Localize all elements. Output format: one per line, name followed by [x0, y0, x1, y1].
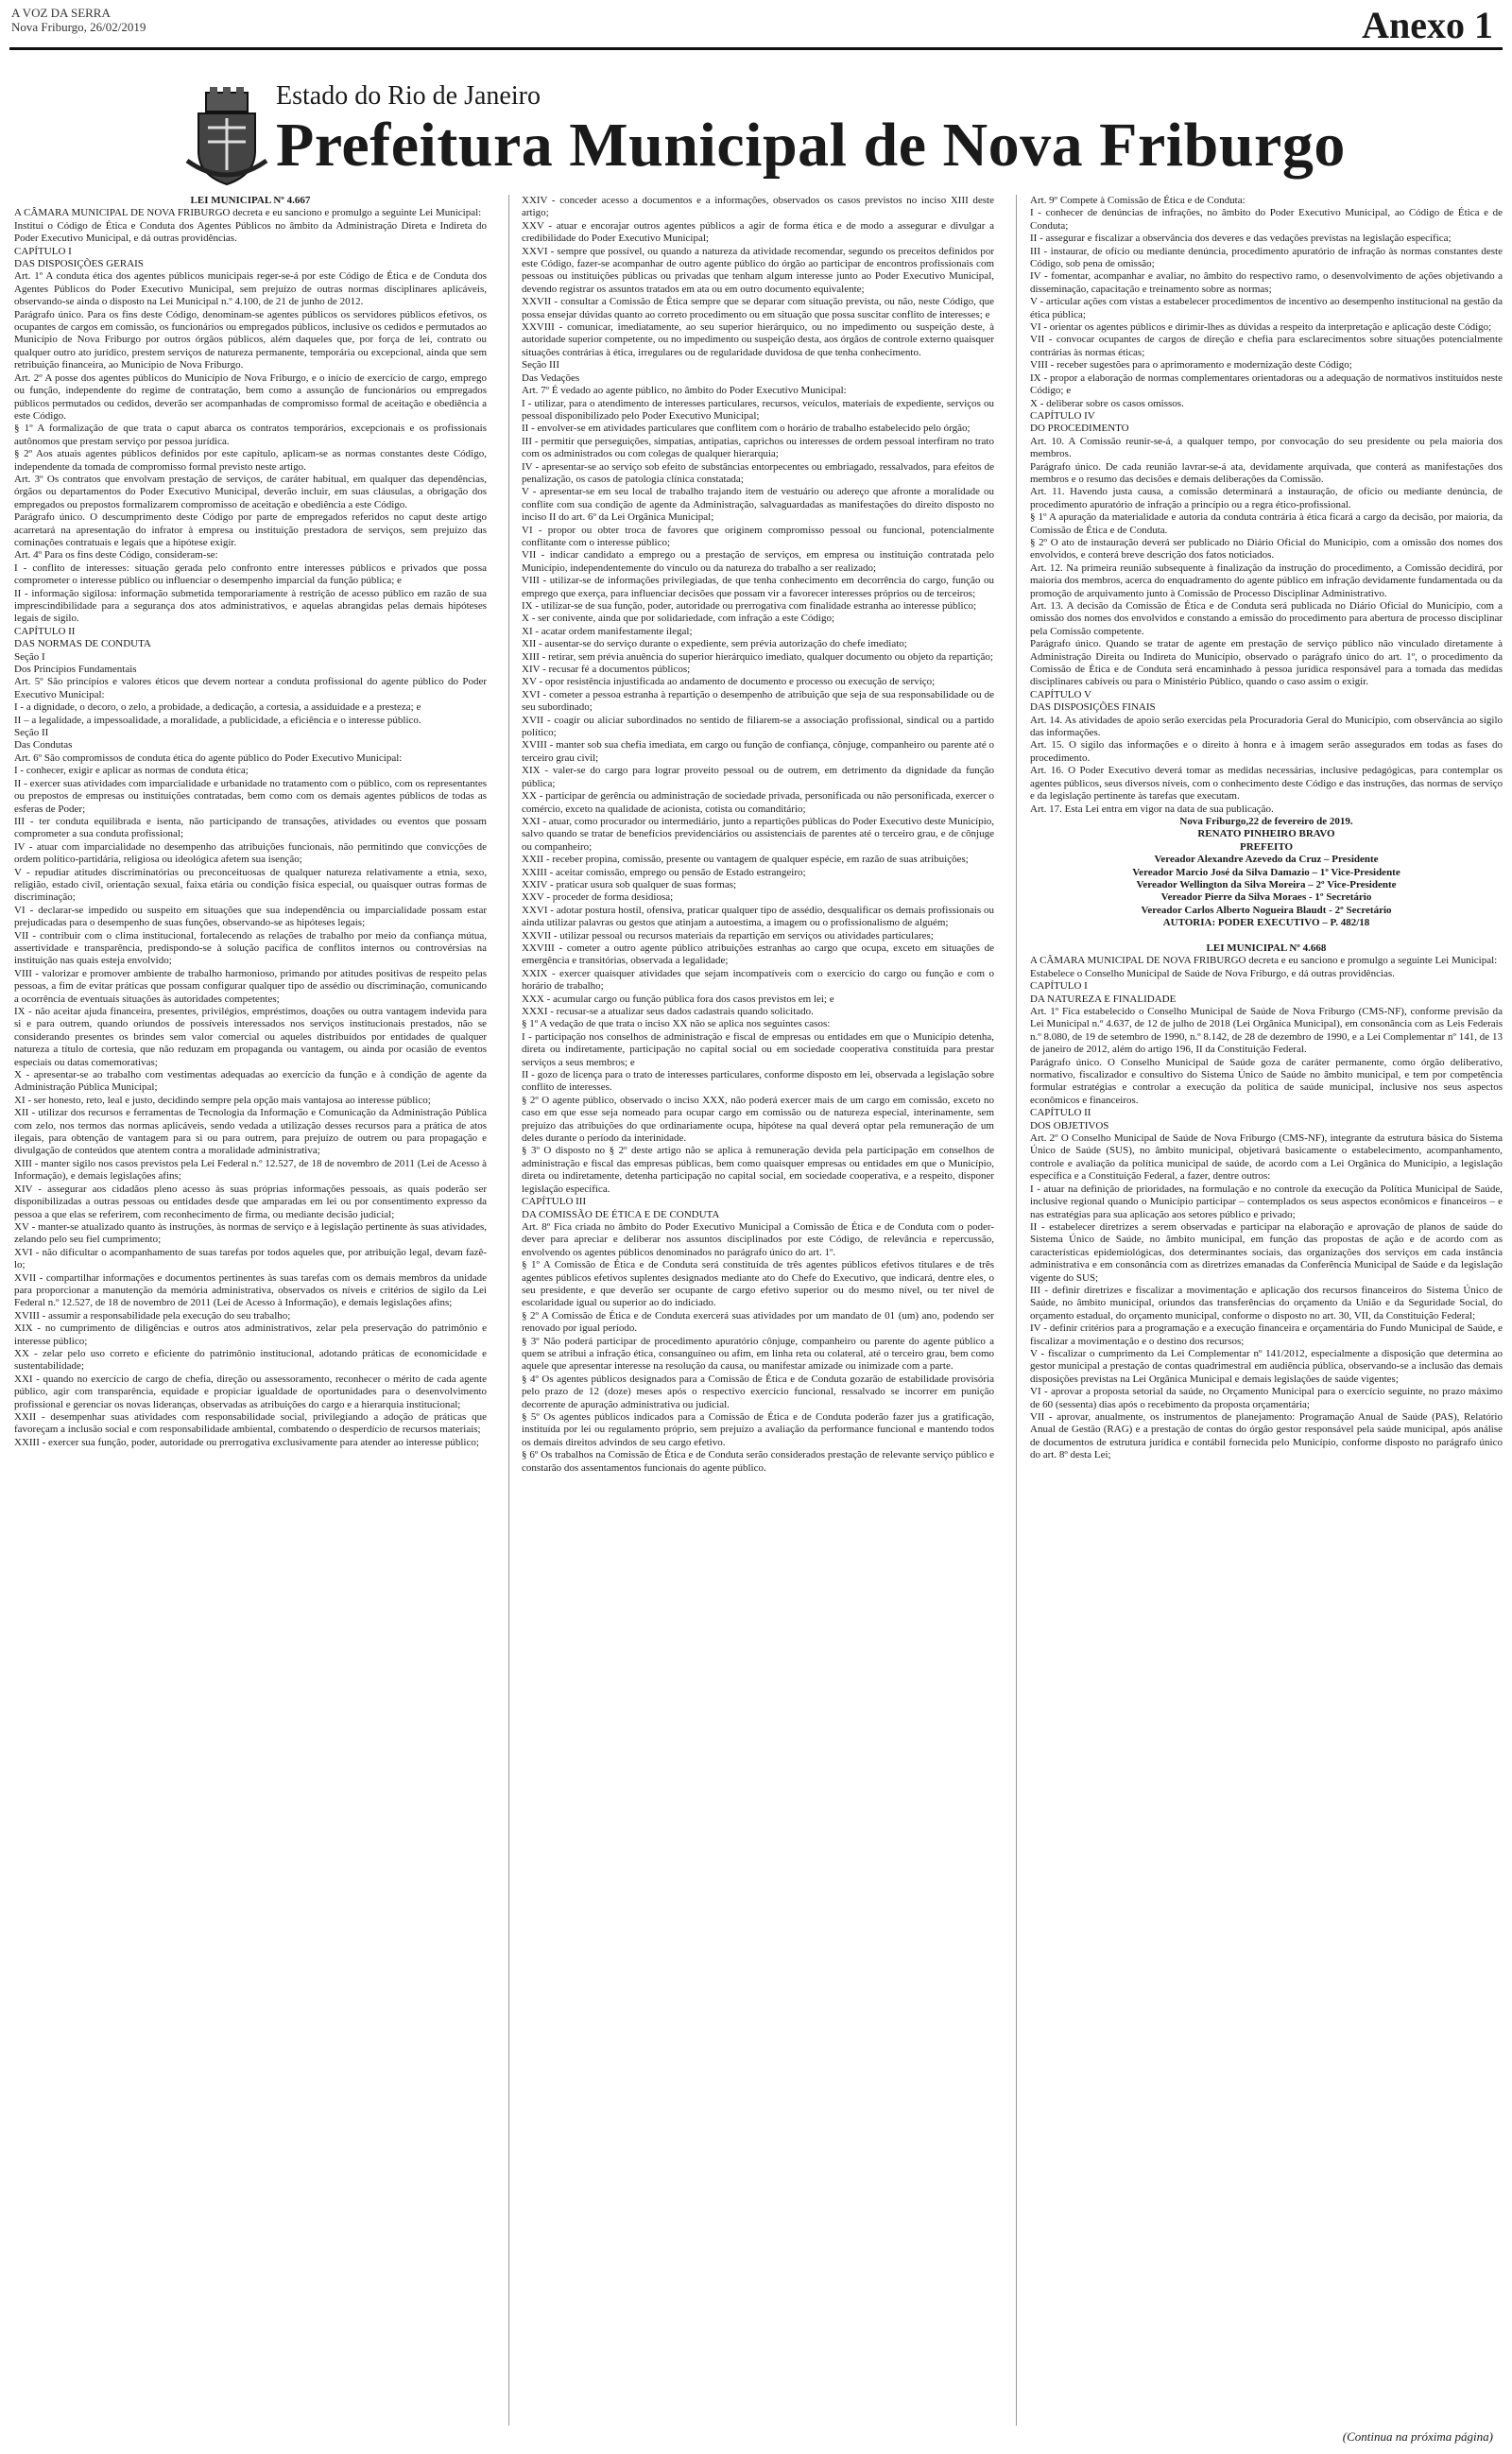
- paragraph: Institui o Código de Ética e Conduta dos Agentes Públicos no âmbito da Administração Direta e Indireta do Poder Executivo Municipal, e dá outras providências.: [14, 219, 487, 245]
- article: Art. 7º É vedado ao agente público, no âmbito do Poder Executivo Municipal:: [522, 385, 847, 397]
- item: III - instaurar, de ofício ou mediante denúncia, procedimento apuratório de infração às normas constantes deste Código, sob pena de omissão;: [1030, 245, 1503, 270]
- paragraph: Parágrafo único. Quando se tratar de agente em prestação de serviço público não vinculado diretamente à Administração Direita ou Indireta do Município, observado o parágrafo único do art. 1º, o procedimento da Comissão de Ética e de Conduta será encaminhado à pessoa jurídica responsável para a tomada das medidas disciplinares cabíveis ou para o Ministério Público, quando o caso assim o exigir.: [1030, 638, 1503, 688]
- item: XV - manter-se atualizado quanto às instruções, às normas de serviço e à legislação pertinente às suas atividades, zelando pelo seu fiel cumprimento;: [14, 1220, 487, 1246]
- item: V - fiscalizar o cumprimento da Lei Complementar nº 141/2012, especialmente a disposição que determina ao gestor municipal a prestação de contas quadrimestral em audiência pública, observando-se a inclusão das demais disposições previstas na Lei Orgânica Municipal e demais legislações de saúde vigentes;: [1030, 1347, 1503, 1385]
- signatory-name: RENATO PINHEIRO BRAVO: [1197, 828, 1335, 840]
- item: XVI - cometer a pessoa estranha à repartição o desempenho de atribuição que seja de sua responsabilidade ou de seu subordinado;: [522, 688, 994, 714]
- item: V - apresentar-se em seu local de trabalho trajando item de vestuário ou adereço que afronte a moralidade ou conflite com sua condição de agente da Administração, salvaguardadas as manifestações do direito disposto no inciso II do art. 6º da Lei Orgânica Municipal;: [522, 486, 994, 524]
- item: IV - atuar com imparcialidade no desempenho das atribuições funcionais, não permitindo que convicções de ordem político-partidária, religiosa ou ideológica afetem sua isenção;: [14, 840, 487, 866]
- paragraph: § 2º O ato de instauração deverá ser publicado no Diário Oficial do Município, com a omissão dos nomes dos envolvidos, e conterá breve descrição dos fatos noticiados.: [1030, 536, 1503, 562]
- paragraph: Parágrafo único. O Conselho Municipal de Saúde goza de caráter permanente, como órgão deliberativo, normativo, fiscalizador e consultivo do Sistema Único de Saúde no âmbito municipal, e tem por competência formular estratégias e controlar a execução da política de saúde municipal, inclusive nos seus aspectos econômicos e financeiros.: [1030, 1056, 1503, 1106]
- article: Art. 2º O Conselho Municipal de Saúde de Nova Friburgo (CMS-NF), integrante da estrutura básica do Sistema Único de Saúde (SUS), no âmbito municipal, objetivará basicamente o estabelecimento, acompanhamento, controle e avaliação da política municipal de saúde, de acordo com a Lei Orgânica do Município, a legislação específica e a Constituição Federal, a fazer, dentre outros:: [1030, 1132, 1503, 1183]
- item: XIII - manter sigilo nos casos previstos pela Lei Federal n.º 12.527, de 18 de novembro de 2011 (Lei de Acesso à Informação), e demais legislações afins;: [14, 1157, 487, 1183]
- item: VIII - utilizar-se de informações privilegiadas, de que tenha conhecimento em decorrência do cargo, função ou emprego que exerça, para influenciar decisões que possam vir a favorecer interesses próprios ou de terceiros;: [522, 575, 994, 599]
- item: VI - propor ou obter troca de favores que originem compromisso pessoal ou funcional, potencialmente conflitante com o interesse público;: [522, 524, 994, 548]
- section-heading: Seção III: [522, 359, 560, 372]
- law-title: LEI MUNICIPAL Nº 4.667: [190, 195, 311, 206]
- paragraph: § 2º A Comissão de Ética e de Conduta exercerá suas atividades por um mandato de 01 (um) ano, podendo ser renovado por igual período.: [522, 1309, 994, 1335]
- item: XIV - recusar fé a documentos públicos;: [522, 664, 691, 676]
- item: II - gozo de licença para o trato de interesses particulares, conforme disposto em lei, observada a legislação sobre conflito de interesses.: [522, 1069, 994, 1094]
- item: XII - utilizar dos recursos e ferramentas de Tecnologia da Informação e Comunicação da Administração Pública com zelo, nos termos das normas aplicáveis, sendo vedada a utilização desses recursos para a prática de atos ilegais, para obtenção de vantagem para si ou para outrem, para prejuízo de outrem ou para propagação e divulgação de conteúdos que atentem contra a moralidade administrativa;: [14, 1107, 487, 1157]
- section-heading: Seção II: [14, 727, 49, 739]
- item: VIII - valorizar e promover ambiente de trabalho harmonioso, primando por atitudes positivas de respeito pelas pessoas, a fim de evitar práticas que possam configurar qualquer tipo de assédio ou discriminação, comunicando a ocorrência de eventuais situações às autoridades competentes;: [14, 967, 487, 1005]
- item: I - a dignidade, o decoro, o zelo, a probidade, a dedicação, a cortesia, a assiduidade e a presteza; e: [14, 701, 421, 714]
- item: XXIV - conceder acesso a documentos e a informações, observados os casos previstos no inciso XIII deste artigo;: [522, 195, 994, 219]
- item: XXVIII - cometer a outro agente público atribuições estranhas ao cargo que ocupa, exceto em situações de emergência e transitórias, observada a legalidade;: [522, 942, 994, 967]
- item: XXVI - adotar postura hostil, ofensiva, praticar qualquer tipo de assédio, desqualificar os demais profissionais ou ainda utilizar palavras ou gestos que atinjam a autoestima, a imagem ou o profissionalismo de alguém;: [522, 904, 994, 929]
- signing-date: Nova Friburgo,22 de fevereiro de 2019.: [1179, 815, 1353, 827]
- paragraph: § 6º Os trabalhos na Comissão de Ética e de Conduta serão considerados prestação de relevante serviço público e constarão dos assentamentos funcionais do agente público.: [522, 1449, 994, 1474]
- article: Art. 4º Para os fins deste Código, consideram-se:: [14, 549, 218, 562]
- article: Art. 13. A decisão da Comissão de Ética e de Conduta será publicada no Diário Oficial do Município, com a omissão dos nomes dos envolvidos e constando a emissão do procedimento para abertura de processo disciplinar pela Comissão competente.: [1030, 600, 1503, 637]
- column-3: [1030, 195, 1503, 2426]
- article: Art. 11. Havendo justa causa, a comissão determinará a instauração, de ofício ou mediante denúncia, de procedimento apuratório de infração a princípio ou a regra ético-profissional.: [1030, 486, 1503, 510]
- item: VIII - receber sugestões para o aprimoramento e modernização deste Código;: [1030, 359, 1352, 372]
- paragraph: § 4º Os agentes públicos designados para a Comissão de Ética e de Conduta gozarão de estabilidade provisória pelo prazo de 12 (doze) meses após o respectivo exercício funcional, ressalvado se incorrer em punição decorrente de apuração administrativa ou judicial.: [522, 1373, 994, 1410]
- item: XVIII - assumir a responsabilidade pela execução do seu trabalho;: [14, 1309, 291, 1322]
- item: I - conflito de interesses: situação gerada pelo confronto entre interesses públicos e privados que possa comprometer o interesse público ou influenciar o desempenho imparcial da função pública; e: [14, 562, 487, 587]
- paragraph: A CÂMARA MUNICIPAL DE NOVA FRIBURGO decreta e eu sanciono e promulgo a seguinte Lei Municipal:: [1030, 955, 1498, 967]
- column-1: [14, 195, 487, 2426]
- chapter-heading: CAPÍTULO V: [1030, 688, 1091, 700]
- item: XIII - retirar, sem prévia anuência do superior hierárquico imediato, qualquer documento ou objeto da repartição;: [522, 650, 993, 663]
- coat-of-arms-icon: [180, 85, 274, 189]
- chapter-title: DA COMISSÃO DE ÉTICA E DE CONDUTA: [522, 1208, 720, 1220]
- item: I - participação nos conselhos de administração e fiscal de empresas ou entidades em que o Município detenha, direta ou indiretamente, participação no capital social ou em sociedade cooperativa constituída para prestar serviços a seus membros; e: [522, 1030, 994, 1068]
- paragraph: § 3º Não poderá participar de procedimento apuratório cônjuge, companheiro ou parente do agente público a quem se atribui a infração ética, consanguíneo ou afim, em linha reta ou colateral, até o terceiro grau, bem como aquele que apresentar interesse na resolução da causa, ou manifestar amizade ou inimizade com a parte.: [522, 1335, 994, 1373]
- item: XI - ser honesto, reto, leal e justo, decidindo sempre pela opção mais vantajosa ao interesse público;: [14, 1094, 431, 1106]
- item: IV - apresentar-se ao serviço sob efeito de substâncias entorpecentes ou embriagado, ressalvados, para efeitos de penalização, os casos de patologia clínica constatada;: [522, 460, 994, 485]
- column-divider: [1016, 195, 1017, 2426]
- item: IV - fomentar, acompanhar e avaliar, no âmbito do respectivo ramo, o desenvolvimento de ações objetivando a disseminação, capacitação e treinamento sobre as normas;: [1030, 270, 1503, 295]
- article: Art. 5º São princípios e valores éticos que devem nortear a conduta profissional do agente público do Poder Executivo Municipal:: [14, 676, 487, 700]
- chapter-title: DAS DISPOSIÇÕES FINAIS: [1030, 701, 1156, 714]
- item: XXIII - aceitar comissão, emprego ou pensão de Estado estrangeiro;: [522, 866, 806, 878]
- item: XX - participar de gerência ou administração de sociedade privada, personificada ou não personificada, exercer o comércio, exceto na qualidade de acionista, cotista ou comanditário;: [522, 790, 994, 815]
- chapter-heading: CAPÍTULO II: [1030, 1107, 1091, 1119]
- item: X - deliberar sobre os casos omissos.: [1030, 397, 1184, 409]
- article: Art. 16. O Poder Executivo deverá tomar as medidas necessárias, inclusive pedagógicas, para contemplar os agentes públicos, seus diversos níveis, com o conhecimento deste Código e das instruções, das normas de serviço e da legislação pertinente às tarefas que executam.: [1030, 765, 1503, 803]
- article: Art. 6º São compromissos de conduta ética do agente público do Poder Executivo Municipal:: [14, 752, 403, 764]
- item: XI - acatar ordem manifestamente ilegal;: [522, 625, 693, 637]
- councilor: Vereador Carlos Alberto Nogueira Blaudt - 2º Secretário: [1141, 904, 1392, 916]
- article: Art. 10. A Comissão reunir-se-á, a qualquer tempo, por convocação do seu presidente ou pela maioria dos membros.: [1030, 435, 1503, 460]
- chapter-title: DOS OBJETIVOS: [1030, 1119, 1109, 1132]
- item: XXII - receber propina, comissão, presente ou vantagem de qualquer espécie, em razão de suas atribuições;: [522, 854, 969, 866]
- item: II - informação sigilosa: informação submetida temporariamente à restrição de acesso público em razão de sua imprescindibilidade para a segurança dos atos administrativos, e aquelas abrangidas pelas demais hipóteses legais de sigilo.: [14, 587, 487, 625]
- item: XXIII - exercer sua função, poder, autoridade ou prerrogativa exclusivamente para atender ao interesse público;: [14, 1436, 479, 1448]
- item: I - conhecer de denúncias de infrações, no âmbito do Poder Executivo Municipal, ao Código de Ética e de Conduta;: [1030, 207, 1503, 232]
- item: II - assegurar e fiscalizar a observância dos deveres e das vedações previstas na legislação específica;: [1030, 233, 1452, 245]
- item: XXV - atuar e encorajar outros agentes públicos a agir de forma ética e de modo a assegurar e divulgar a credibilidade do Poder Executivo Municipal;: [522, 219, 994, 245]
- paragraph: § 2º O agente público, observado o inciso XXX, não poderá exercer mais de um cargo em comissão, exceto no caso em que esse seja nomeado para ocupar cargo em comissão ou de natureza especial, interinamente, sem prejuízo das atribuições do que ordinariamente ocupa, hipótese na qual deverá optar pela remuneração de um deles durante o período da interinidade.: [522, 1094, 994, 1145]
- chapter-title: DAS DISPOSIÇÕES GERAIS: [14, 258, 144, 270]
- paragraph: Estabelece o Conselho Municipal de Saúde de Nova Friburgo, e dá outras providências.: [1030, 967, 1395, 979]
- item: X - ser conivente, ainda que por solidariedade, com infração a este Código;: [522, 613, 835, 625]
- item: XII - ausentar-se do serviço durante o expediente, sem prévia autorização do chefe imediato;: [522, 638, 907, 650]
- chapter-heading: CAPÍTULO IV: [1030, 409, 1095, 422]
- continued-note: (Continua na próxima página): [1342, 2429, 1493, 2444]
- item: XXVII - utilizar pessoal ou recursos materiais da repartição em serviços ou atividades particulares;: [522, 929, 934, 942]
- item: XVIII - manter sob sua chefia imediata, em cargo ou função de confiança, cônjuge, companheiro ou parente até o terceiro grau civil;: [522, 739, 994, 764]
- article: Art. 12. Na primeira reunião subsequente à finalização da instrução do procedimento, a Comissão decidirá, por maioria dos membros, acerca do enquadramento do agente público em infração devidamente fundamentada ou da promoção de arquivamento junto à Comissão de Processo Disciplinar Administrativo.: [1030, 562, 1503, 599]
- newspaper-date: Nova Friburgo, 26/02/2019: [11, 20, 146, 34]
- paragraph: A CÂMARA MUNICIPAL DE NOVA FRIBURGO decreta e eu sanciono e promulgo a seguinte Lei Municipal:: [14, 207, 482, 219]
- item: XXIX - exercer quaisquer atividades que sejam incompatíveis com o exercício do cargo ou função e com o horário de trabalho;: [522, 967, 994, 993]
- article: Art. 3º Os contratos que envolvam prestação de serviços, de caráter habitual, em qualquer das dependências, órgãos ou departamentos do Poder Executivo Municipal, deverão incluir, em suas cláusulas, a obrigação dos empregados ou prepostos formalizarem compromisso de aceitação e obediência a este Código.: [14, 473, 487, 510]
- chapter-heading: CAPÍTULO I: [1030, 980, 1088, 993]
- article: Art. 1º Fica estabelecido o Conselho Municipal de Saúde de Nova Friburgo (CMS-NF), conforme previsão da Lei Municipal n.º 4.637, de 12 de julho de 2018 (Lei Orgânica Municipal), em consonância com as Leis Federais n.º 8.080, de 19 de setembro de 1990, n.º 8.142, de 28 de dezembro de 1990, e a Lei Complementar nº 141, de 13 de janeiro de 2012, além do artigo 196, II da Constituição Federal.: [1030, 1006, 1503, 1056]
- header-rule: [9, 47, 1503, 50]
- paragraph: § 1º A vedação de que trata o inciso XX não se aplica nos seguintes casos:: [522, 1018, 831, 1030]
- item: XXV - proceder de forma desidiosa;: [522, 891, 674, 904]
- item: IX - propor a elaboração de normas complementares orientadoras ou a adequação de normativos instituídos neste Código; e: [1030, 372, 1503, 397]
- item: XXVII - consultar a Comissão de Ética sempre que se deparar com situação prevista, ou não, neste Código, que possa ensejar dúvidas quanto ao correto procedimento ou em situação que possa suscitar conflito de interesses; e: [522, 296, 994, 320]
- item: VI - declarar-se impedido ou suspeito em situações que sua independência ou imparcialidade possam estar prejudicadas para o desempenho de suas funções, observando-se as hipóteses legais;: [14, 904, 487, 929]
- item: I - atuar na definição de prioridades, na formulação e no controle da execução da Política Municipal de Saúde, inclusive regional quando o Município participar – contemplados os seus aspectos econômicos e financeiros – e nas estratégias para sua aplicação aos setores público e privado;: [1030, 1183, 1503, 1220]
- paragraph: § 1º A Comissão de Ética e de Conduta será constituída de três agentes públicos efetivos titulares e de três agentes públicos efetivos suplentes designados mediante ato do Chefe do Executivo, que indicará, dentre eles, o seu presidente, e que deverão ser ocupante de cargo efetivo superior ou do mesmo nível, ou ter nível de escolaridade igual ou superior ao do indiciado.: [522, 1259, 994, 1309]
- section-heading: Seção I: [14, 650, 45, 663]
- item: XXVIII - comunicar, imediatamente, ao seu superior hierárquico, ou no impedimento ou suspeição deste, à autoridade superior competente, ou no impedimento ou suspeição desta, aos órgãos de controle externo quaisquer situações contrárias à ética, irregulares ou de regularidade duvidosa de que tenha conhecimento.: [522, 321, 994, 358]
- section-title: Das Vedações: [522, 372, 580, 384]
- section-title: Dos Princípios Fundamentais: [14, 664, 137, 676]
- item: XIX - no cumprimento de diligências e outros atos administrativos, zelar pela preservação do patrimônio e interesse público;: [14, 1322, 487, 1347]
- item: VII - aprovar, anualmente, os instrumentos de planejamento: Programação Anual de Saúde (PAS), Relatório Anual de Gestão (RAG) e a prestação de contas do órgão gestor responsável pela saúde municipal, após análise de documentos de estrutura jurídica e contábil fornecida pelo Município, conforme disposto no parágrafo único do art. 8º desta Lei;: [1030, 1411, 1503, 1461]
- chapter-title: DA NATUREZA E FINALIDADE: [1030, 993, 1177, 1005]
- page-title: Prefeitura Municipal de Nova Friburgo: [276, 111, 1346, 180]
- item: I - conhecer, exigir e aplicar as normas de conduta ética;: [14, 765, 249, 777]
- item: VII - convocar ocupantes de cargos de direção e chefia para esclarecimentos sobre situações potencialmente contrárias às normas éticas;: [1030, 334, 1503, 358]
- section-title: Das Condutas: [14, 739, 73, 752]
- item: XXI - quando no exercício de cargo de chefia, direção ou assessoramento, reconhecer o mérito de cada agente público, agir com transparência, equidade e propiciar igualdade de oportunidades para o desenvolvimento profissional e gerenciar os novas lideranças, observadas as atribuições do cargo e a hierarquia institucional;: [14, 1373, 487, 1410]
- article: Art. 9º Compete à Comissão de Ética e de Conduta:: [1030, 195, 1246, 206]
- item: XXII - desempenhar suas atividades com responsabilidade social, privilegiando a adoção de práticas que favoreçam a inclusão social e com responsabilidade ambiental, combatendo o desperdício de recursos materiais;: [14, 1411, 487, 1436]
- chapter-heading: CAPÍTULO III: [522, 1196, 587, 1208]
- article: Art. 8º Fica criada no âmbito do Poder Executivo Municipal a Comissão de Ética e de Conduta com o poder-dever para apreciar e deliberar nos assuntos disciplinados por este Código, de relevância e repercussão, envolvendo os agentes públicos denominados no parágrafo único do art. 1º.: [522, 1220, 994, 1258]
- item: XVI - não dificultar o acompanhamento de suas tarefas por todos aqueles que, por atribuição legal, devam fazê-lo;: [14, 1246, 487, 1271]
- chapter-heading: CAPÍTULO I: [14, 245, 72, 257]
- item: XXIV - praticar usura sob qualquer de suas formas;: [522, 878, 737, 890]
- item: XXI - atuar, como procurador ou intermediário, junto a repartições públicas do Poder Executivo deste Município, salvo quando se tratar de benefícios previdenciários ou assistenciais de parentes até o terceiro grau, e de cônjuge ou companheiro;: [522, 815, 994, 853]
- councilor: Vereador Wellington da Silva Moreira – 2º Vice-Presidente: [1136, 878, 1397, 890]
- item: V - repudiar atitudes discriminatórias ou preconceituosas de qualquer natureza relativamente a etnia, sexo, religião, estado civil, orientação sexual, faixa etária ou condição física especial, ou quaisquer outras formas de discriminação;: [14, 866, 487, 904]
- item: VII - indicar candidato a emprego ou a prestação de serviços, em empresa ou instituição contratada pelo Município, independentemente do vínculo ou da natureza do trabalho a ser realizado;: [522, 549, 994, 574]
- councilor: Vereador Alexandre Azevedo da Cruz – Presidente: [1154, 854, 1379, 866]
- annex-label: Anexo 1: [1362, 4, 1493, 46]
- item: XV - opor resistência injustificada ao andamento de documento e processo ou execução de serviço;: [522, 676, 936, 688]
- paragraph: § 2º Aos atuais agentes públicos definidos por este capítulo, aplicam-se as normas constantes deste Código, independente da tomada de compromisso formal previsto neste artigo.: [14, 448, 487, 473]
- state-name: Estado do Rio de Janeiro: [276, 81, 541, 111]
- authorship: AUTORIA: PODER EXECUTIVO – P. 482/18: [1162, 917, 1370, 929]
- item: XX - zelar pelo uso correto e eficiente do patrimônio institucional, adotando práticas de economicidade e sustentabilidade;: [14, 1347, 487, 1373]
- paragraph: Parágrafo único. O descumprimento deste Código por parte de empregados referidos no caput deste artigo acarretará na apresentação do infrator à empresa ou instituição prestadora de serviços, sem prejuízo das cominações contratuais e legais que a hipótese exigir.: [14, 511, 487, 548]
- item: XXXI - recusar-se a atualizar seus dados cadastrais quando solicitado.: [522, 1006, 814, 1017]
- paragraph: § 1º A apuração da materialidade e autoria da conduta contrária à ética ficará a cargo da decisão, por maioria, da Comissão de Ética e de Conduta.: [1030, 511, 1503, 536]
- article: Art. 2º A posse dos agentes públicos do Município de Nova Friburgo, e o início de exercício de cargo, emprego ou função, independente do regime de contratação, bem como a assunção de funcionários ou empregados públicos permutados ou cedidos, deverão ser acompanhadas de compromisso formal de aceitação e obediência a este Código.: [14, 372, 487, 422]
- item: IV - definir critérios para a programação e a execução financeira e orçamentária do Fundo Municipal de Saúde, e fiscalizar a movimentação e o destino dos recursos;: [1030, 1322, 1503, 1347]
- councilor: Vereador Pierre da Silva Moraes - 1º Secretário: [1160, 891, 1372, 904]
- paragraph: Parágrafo único. Para os fins deste Código, denominam-se agentes públicos os servidores públicos efetivos, os ocupantes de cargos em comissão, os funcionários ou empregados públicos, inclusive os cedidos e permutados ao Município de Nova Friburgo por outros órgãos públicos, além daqueles que, por força de lei, contrato ou qualquer outro ato jurídico, prestem serviços de natureza permanente, temporária ou excepcional, ainda que sem retribuição financeira, ao Município de Nova Friburgo.: [14, 308, 487, 372]
- paragraph: § 5º Os agentes públicos indicados para a Comissão de Ética e de Conduta poderão fazer jus a gratificação, instituída por lei ou regulamento próprio, sem prejuízo a avaliação da performance funcional e mantendo todos os demais direitos advindos de seu cargo efetivo.: [522, 1411, 994, 1448]
- article: Art. 1º A conduta ética dos agentes públicos municipais reger-se-á por este Código de Ética e de Conduta dos Agentes Públicos do Poder Executivo Municipal, sem prejuízo de outras normas disciplinares aplicáveis, observando-se ainda o disposto na Lei Municipal n.º 4.100, de 21 de junho de 2012.: [14, 270, 487, 308]
- item: XXVI - sempre que possível, ou quando a natureza da atividade recomendar, segundo os preceitos definidos por este Código, fazer-se acompanhar de outro agente público do órgão ao participar de encontros profissionais com pessoas ou instituições públicas ou privadas que tenham algum interesse junto ao Poder Executivo Municipal, devendo registrar os assuntos tratados em ata ou em outro documento equivalente;: [522, 245, 994, 295]
- law-title: LEI MUNICIPAL Nº 4.668: [1206, 942, 1327, 954]
- item: II - exercer suas atividades com imparcialidade e urbanidade no tratamento com o público, com os representantes ou prepostos de empresas ou instituições contratadas, bem como com os demais agentes públicos de todas as esferas de Poder;: [14, 777, 487, 815]
- item: III - definir diretrizes e fiscalizar a movimentação e aplicação dos recursos financeiros do Sistema Único de Saúde, no âmbito municipal, oriundos das transferências do orçamento da União e da Seguridade Social, do orçamento estadual, do orçamento municipal, conforme o disposto no art. 30, VII, da Constituição Federal;: [1030, 1284, 1503, 1322]
- item: VI - aprovar a proposta setorial da saúde, no Orçamento Municipal para o exercício seguinte, no prazo máximo de 60 (sessenta) dias após o recebimento da proposta orçamentária;: [1030, 1386, 1503, 1410]
- item: X - apresentar-se ao trabalho com vestimentas adequadas ao exercício da função e à condição de agente da Administração Pública Municipal;: [14, 1069, 487, 1094]
- councilor: Vereador Marcio José da Silva Damazio – 1º Vice-Presidente: [1132, 866, 1400, 878]
- item: XIX - valer-se do cargo para lograr proveito pessoal ou de outrem, em detrimento da dignidade da função pública;: [522, 765, 994, 789]
- chapter-heading: CAPÍTULO II: [14, 625, 76, 637]
- item: VII - contribuir com o clima institucional, fortalecendo as relações de trabalho por meio da confiança mútua, assertividade e transparência, predispondo-se à solução pacífica de conflitos internos ou controvérsias na instituição nas quais esteja envolvido;: [14, 929, 487, 967]
- item: III - ter conduta equilibrada e isenta, não participando de transações, atividades ou eventos que possam comprometer a sua conduta profissional;: [14, 815, 487, 840]
- paragraph: § 3º O disposto no § 2º deste artigo não se aplica à remuneração devida pela participação em conselhos de administração e fiscal das empresas públicas, bem como quaisquer empresas ou entidades em que o Município, direta ou indiretamente, detenha participação no capital social, em sociedade cooperativa, e a respeito, disponer legislação específica.: [522, 1145, 994, 1195]
- chapter-title: DO PROCEDIMENTO: [1030, 423, 1129, 435]
- newspaper-name: A VOZ DA SERRA: [11, 6, 111, 20]
- article: Art. 15. O sigilo das informações e o direito à honra e à imagem serão assegurados em todas as fases do procedimento.: [1030, 739, 1503, 764]
- item: II – a legalidade, a impessoalidade, a moralidade, a publicidade, a eficiência e o interesse público.: [14, 714, 421, 726]
- item: III - permitir que perseguições, simpatias, antipatias, caprichos ou interesses de ordem pessoal interfiram no trato com os administrados ou com colegas de qualquer hierarquia;: [522, 435, 994, 460]
- column-divider: [508, 195, 509, 2426]
- item: IX - utilizar-se de sua função, poder, autoridade ou prerrogativa com finalidade estranha ao interesse público;: [522, 600, 977, 612]
- signatory-role: PREFEITO: [1239, 840, 1294, 853]
- item: XIV - assegurar aos cidadãos pleno acesso às suas próprias informações pessoais, as quais poderão ser disponibilizadas a outras pessoas ou entidades desde que amparadas em lei ou por consentimento expresso da pessoa a que elas se referirem, com reconhecimento de firma, ou mediante decisão judicial;: [14, 1183, 487, 1220]
- chapter-title: DAS NORMAS DE CONDUTA: [14, 638, 151, 650]
- paragraph: Parágrafo único. De cada reunião lavrar-se-á ata, devidamente arquivada, que conterá as manifestações dos membros e o resumo das decisões e demais deliberações da Comissão.: [1030, 460, 1503, 485]
- item: XXX - acumular cargo ou função pública fora dos casos previstos em lei; e: [522, 993, 834, 1005]
- item: V - articular ações com vistas a estabelecer procedimentos de incentivo ao desempenho institucional na gestão da ética pública;: [1030, 296, 1503, 320]
- item: II - envolver-se em atividades particulares que conflitem com o horário de trabalho estabelecido pelo órgão;: [522, 423, 971, 435]
- item: I - utilizar, para o atendimento de interesses particulares, recursos, veículos, materiais de expediente, serviços ou pessoal disponibilizado pelo Poder Executivo Municipal;: [522, 397, 994, 422]
- newspaper-info: [11, 6, 146, 34]
- item: IX - não aceitar ajuda financeira, presentes, privilégios, empréstimos, doações ou outra vantagem indevida para si e para outrem, quando oriundos de possíveis interessados nos serviços institucionais prestados, não se considerando presentes os brindes sem valor comercial ou aqueles distribuídos por entidades de qualquer natureza a título de cortesia, que não reduzam em propaganda ou vantagem, ou ainda por ocasião de eventos especiais ou datas comemorativas;: [14, 1006, 487, 1068]
- paragraph: § 1º A formalização de que trata o caput abarca os contratos temporários, excepcionais e os profissionais autônomos que prestam serviço por pessoa jurídica.: [14, 423, 487, 447]
- item: XVII - compartilhar informações e documentos pertinentes às suas tarefas com os demais membros da unidade para proporcionar a manutenção da memória administrativa, observados os níveis e critérios de sigilo da Lei Federal n.º 12.527, de 18 de novembro de 2011 (Lei de Acesso à Informação), e demais legislações afins;: [14, 1271, 487, 1309]
- masthead: [0, 0, 1512, 47]
- column-2: [522, 195, 994, 2426]
- article: Art. 14. As atividades de apoio serão exercidas pela Procuradoria Geral do Município, com observância ao sigilo das informações.: [1030, 714, 1503, 739]
- item: XVII - coagir ou aliciar subordinados no sentido de filiarem-se a associação profissional, sindical ou a partido político;: [522, 714, 994, 739]
- item: II - estabelecer diretrizes a serem observadas e participar na elaboração e aprovação de planos de saúde do Sistema Único de Saúde, no âmbito municipal, em função das propostas de ação e de acordo com as características epidemiológicas, dos determinantes sociais, das organizações dos serviços em cada instância administrativa e em consonância com as diretrizes emanadas da Conferência Municipal de Saúde e da legislação vigente do SUS;: [1030, 1220, 1503, 1284]
- article: Art. 17. Esta Lei entra em vigor na data de sua publicação.: [1030, 803, 1274, 815]
- item: VI - orientar os agentes públicos e dirimir-lhes as dúvidas a respeito da interpretação e aplicação deste Código;: [1030, 321, 1492, 334]
